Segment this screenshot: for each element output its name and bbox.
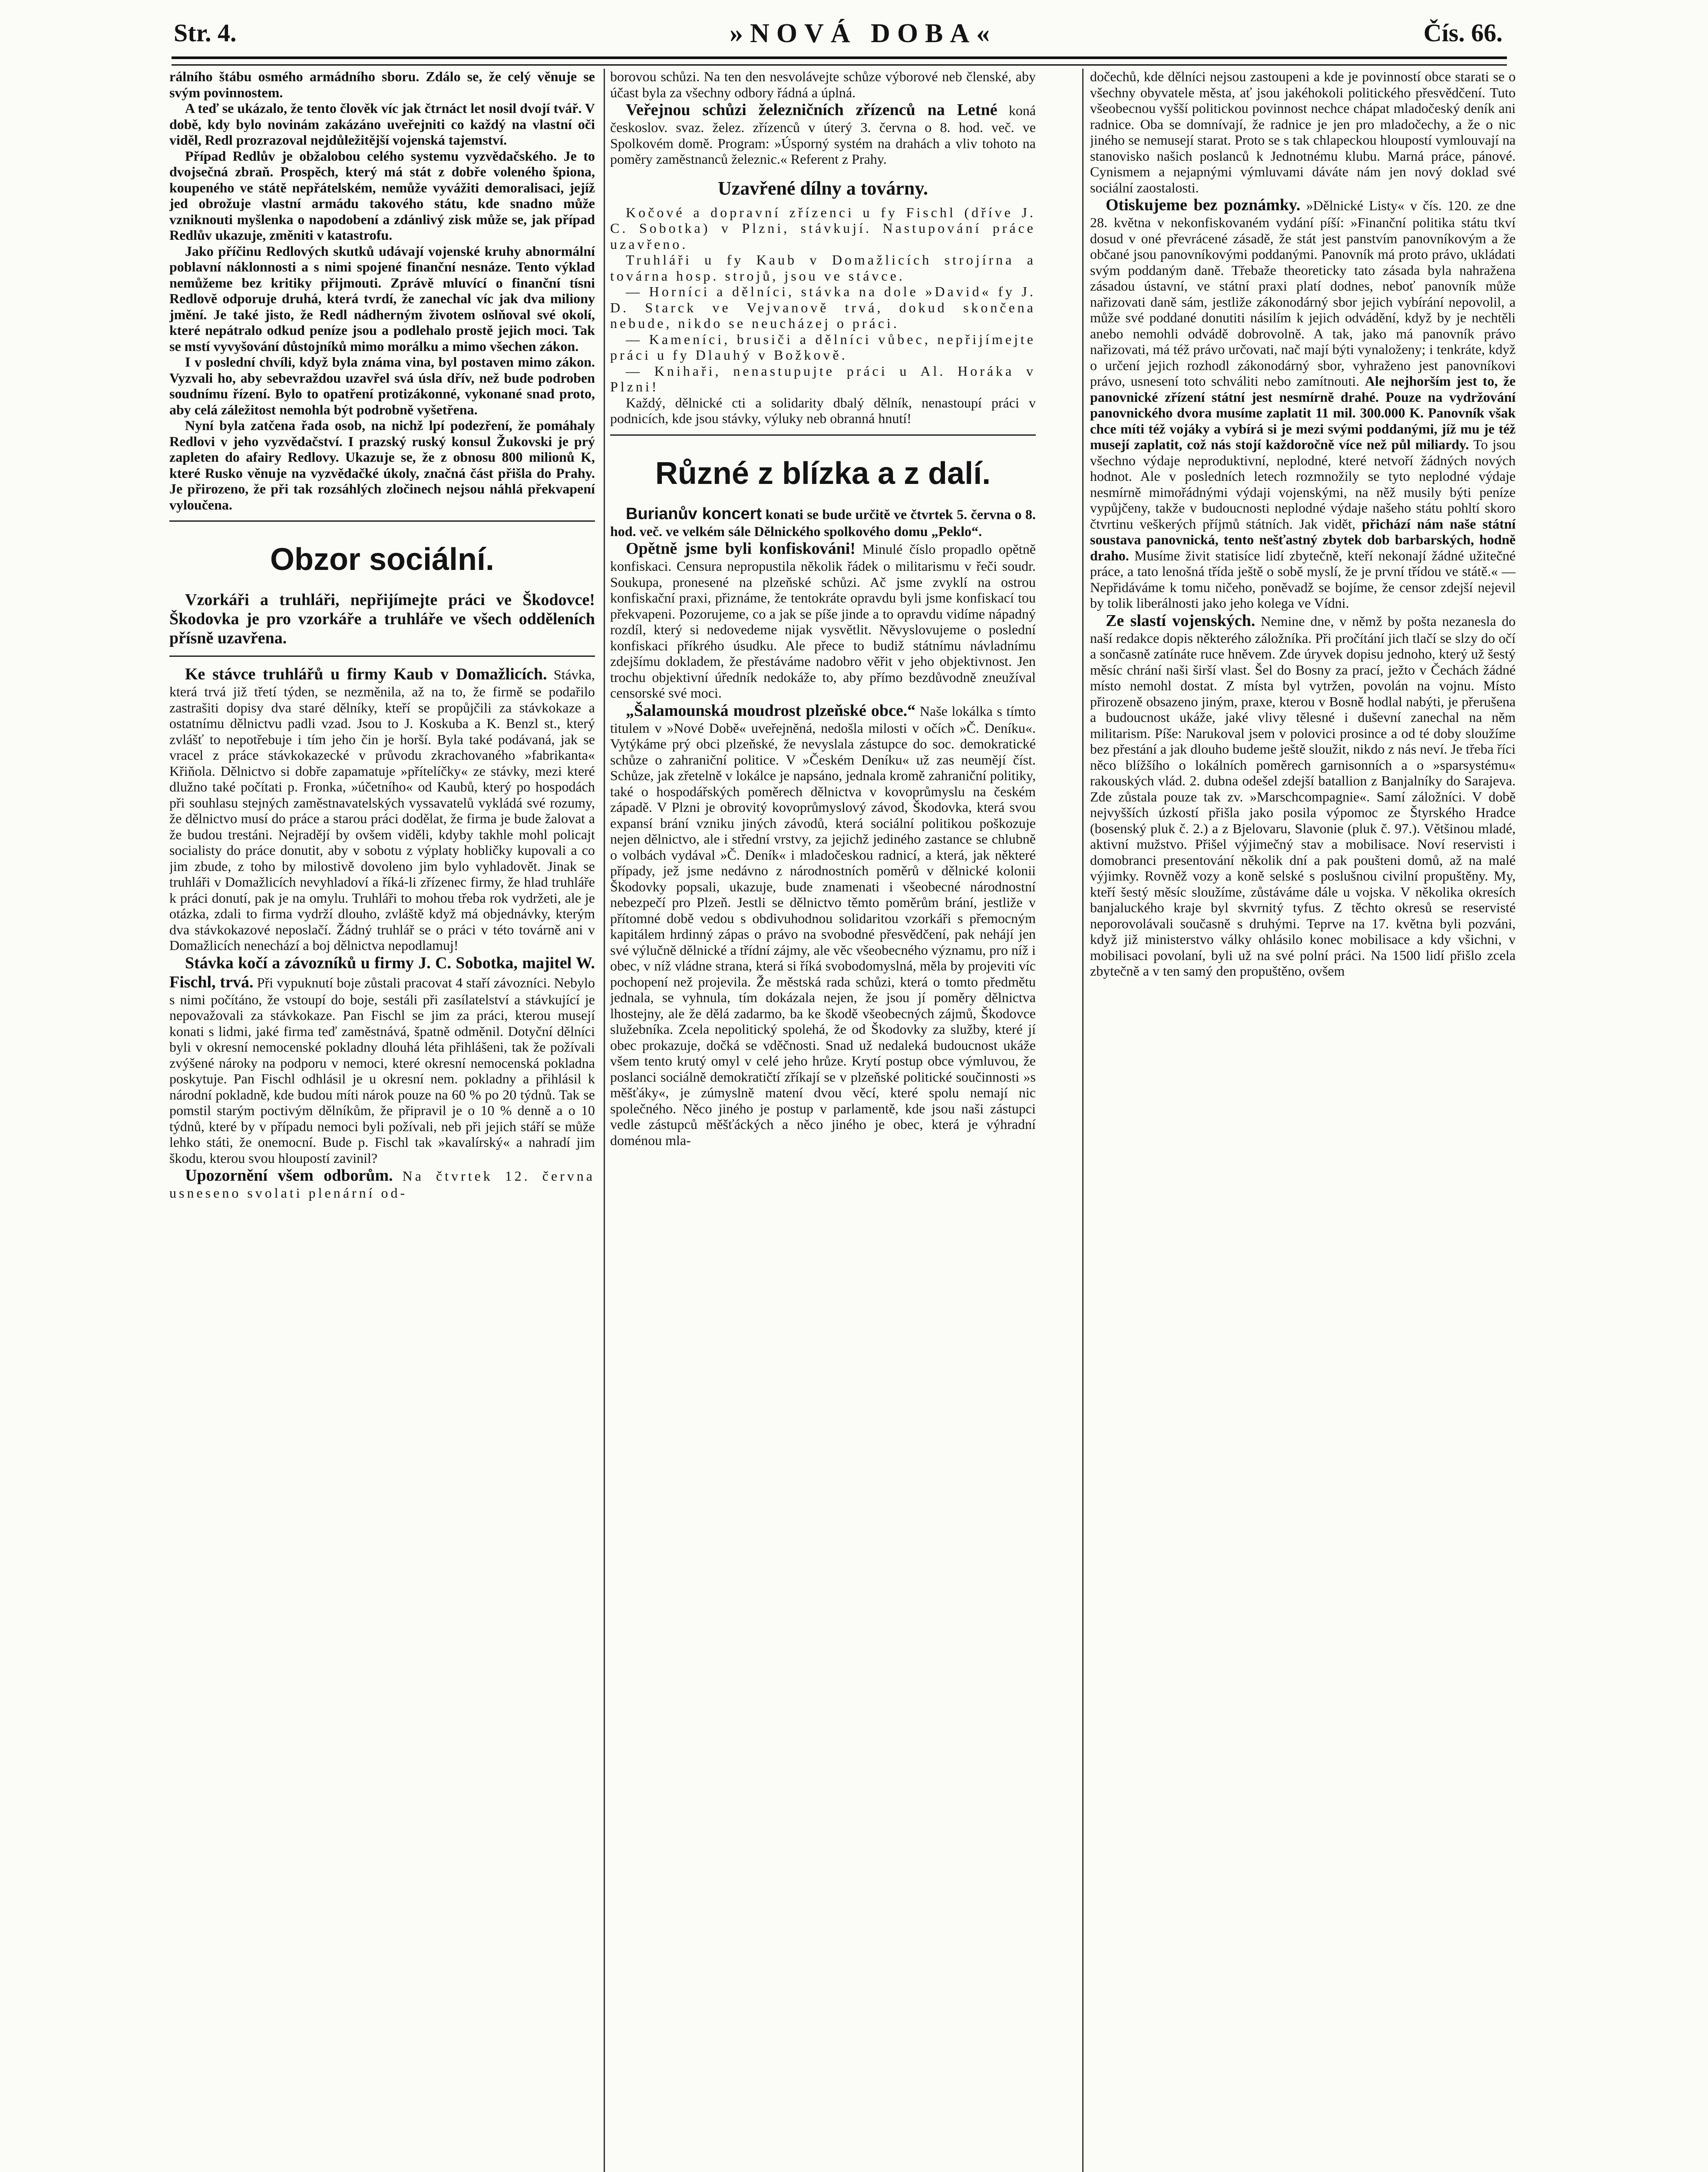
separator: [610, 434, 1036, 436]
article-text: konati se bude určitě ve čtvrtek 5. června o 8. hod. več. ve velkém sále Dělnického spolkového domu „Peklo“.: [610, 506, 1036, 539]
article-text-bold: přichází nám naše státní soustava panovnická, tento nešťastný zbytek dob barbarských, hodně draho.: [1090, 516, 1516, 563]
separator: [169, 656, 595, 657]
column-2: [610, 69, 1036, 2172]
article-text-bold: Ale nejhorším jest to, že panovnické zřízení státní jest nesmírně drahé. Pouze na vydržování panovnického dvora musíme zaplatit 11 mil. 300.000 K. Panovník však chce míti též vojáky a vybírá si je mezi svými poddanými, jíž mu je též musejí zaplatit, což nás stojí každoročně více než půl miliardy.: [1090, 373, 1516, 452]
section-title-ruzne: Různé z blízka a z dalí.: [655, 456, 991, 491]
paragraph: Případ Redlův je obžalobou celého systemu vyzvědačského. Je to dvojsečná zbraň. Prospěch, který má stát z dobře voleného špiona, koupeného ve státě nepřátelském, nemůže vyvážiti demoralisaci, jejíž jed obrožuje vlastní armádu takového státu, kde snadno může vzniknouti myšlenka o napodobení a zdánlivý zisk může se, jak případ Redlův ukazuje, změniti v katastrofu.: [169, 148, 595, 243]
paragraph: dočechů, kde dělníci nejsou zastoupeni a kde je povinností obce starati se o všechny obyvatele města, ať jsou jakéhokoli politického přesvědčení. Tuto všeobecnou vyšší politickou povinnost nechce chápat mladočeský deník ani radnice. Oba se domnívají, že radnice je jen pro mladočechy, a že o nic jiného se nemusejí starat. Proto se s tak chlapeckou hloupostí vymlouvají na stanovisko našich poslanců k Jednotnému klubu. Marná práce, pánové. Cynismem a nejapnými výmluvami dáváte nám jen nový doklad své sociální zaostalosti.: [1090, 69, 1516, 195]
article-odbory: [169, 1166, 595, 1201]
article-heading: Ke stávce truhlářů u firmy Kaub v Domažlicích.: [185, 665, 547, 683]
paragraph: A teď se ukázalo, že tento člověk víc jak čtrnáct let nosil dvojí tvář. V době, kdy bylo novinám zakázáno uveřejniti co každý na vlastní oči viděl, Redl prozrazoval nejdůležitější vojenská tajemství.: [169, 100, 595, 148]
article-text: »Dělnické Listy« v čís. 120. ze dne 28. května v nekonfiskovaném vydání píší: »Finanční politika státu tkví dosud v oné převrácené zásadě, že stát jest panstvím panovníkovým a že občané jsou panovníkovými poddanými. Panovník má proto právo, ukládati svým poddaným daně. Třebaže theoreticky tato zásada byla nahražena zásadou ústavní, ve státní praxi platí dodnes, neboť panovník může nařizovati daně sám, jestliže zákonodárný sbor jejich vybírání nepovolil, a může své poddané donutiti násilím k jejich odvádění, když by je nechtěli anebo nemohli odvádě dobrovolně. A tak, jako má panovník právo nařizovati, má též právo určovati, nač mají býti vynaloženy; i tenkráte, když o určení jejich rozhodl zákonodárný sbor, vyhraženo jest panovníkovi právo, usnesení toto schváliti nebo zamítnouti.: [1090, 198, 1516, 389]
article-konfiskace: [610, 539, 1036, 701]
article-text: Na čtvrtek 12. června usneseno svolati plenární od-: [169, 1168, 595, 1201]
article-text: Musíme živit statisíce lidí zbytečně, kteří nekonají žádné užitečné práce, a tato lenošná třída ještě o sobě myslí, že je první třídou ve státě.« — Nepřidáváme k tomu ničeho, poněvadž se bojíme, že censor zdejší nejevil by tolik liberálnosti jako jeho kolega ve Vídni.: [1090, 547, 1516, 611]
issue-number: Čís. 66.: [1423, 19, 1503, 47]
article-fischl: [169, 954, 595, 1166]
article-heading: Veřejnou schůzi železničních zřízenců na Letné: [626, 101, 998, 119]
paragraph: rálního štábu osmého armádního sboru. Zdálo se, že celý věnuje se svým povinnostem.: [169, 69, 595, 100]
column-3: [1090, 69, 1516, 2172]
article-text: Nemine dne, v němž by pošta nezanesla do naší redakce dopis některého záložníka. Při pročítání jich tlačí se slzy do očí a sončasně zatínáte ruce hněvem. Zde úryvek dopisu jednoho, který už šestý měsíc chrání naši širší vlast. Šel do Bosny za prací, ježto v Čechách žádné místo nemohl dostat. Z místa byl vytržen, povolán na vojnu. Místo přirozeně obsazeno jiným, praxe, kterou v Bosně hodlal nabýti, je přerušena a budoucnost ukáže, jaké vlivy tělesné i duševní zanechal na něm militarism. Píše: Narukoval jsem v polovici prosince a od té doby sloužíme bez přestání a jak dlouho budeme ještě sloužit, nikdo z nás neví. Je třeba říci něco blížšího o lokálních poměrech garnisonních a o »sparsystému« rakouských vlád. 2. dubna odešel zdejší batallion z Banjalníky do Sarajeva. Zde zůstala pouze tak zv. »Marschcompagnie«. Samí záložníci. V době nejvyšších úzkostí přišla jako posila výpomoc ze Štyrského Hradce (bosenský pluk č. 2.) a z Bjelovaru, Slavonie (pluk č. 97.). Většinou mladé, aktivní mužstvo. Přišel výjimečný stav a mobilisace. Noví reservisti i domobranci presentování několik dní a pak poušteni domů, až na malé výjimky. Rovněž vozy a koně selské s poslušnou civilní propuštěny. My, kteří šestý měsíc sloužíme, zůstáváme dále u vojska. V několika okresích banjaluckého kraje byl skvrnitý tyfus. Z těchto okresů se reservisté neporovolávali současně s druhými. Teprve na 17. května byli pozváni, když již ministerstvo války ohlásilo konec mobilisace a kdy všichni, v mobilisaci povolaní, byli už na své polní práci. Na 1500 lidí přišlo zcela zbytečně a v ten samý den propuštěno, ovšem: [1090, 613, 1516, 979]
lead-notice: Vzorkáři a truhláři, nepřijímejte práci ve Škodovce! Škodovka je pro vzorkáře a truhláře ve všech odděleních přísně uzavřena.: [169, 591, 595, 647]
paragraph: I v poslední chvíli, když byla známa vina, byl postaven mimo zákon. Vyzvali ho, aby sebevraždou uzavřel svá úsla dřív, než bude podroben soudnímu řízení. Bylo to opatření protizákonné, vykonané snad proto, aby celá záležitost nemohla být podrobně vyšetřena.: [169, 354, 595, 417]
paragraph: borovou schůzi. Na ten den nesvolávejte schůze výborové neb členské, aby účast byla za všechny odbory řádná a úplná.: [610, 69, 1036, 100]
article-heading: „Šalamounská moudrost plzeňské obce.“: [626, 701, 916, 720]
paragraph: Nyní byla zatčena řada osob, na nichž lpí podezření, že pomáhaly Redlovi v jeho vyzvědačství. I prazský ruský konsul Žukovski je prý zapleten do afairy Redlovy. Ukazuje se, že z obnosu 800 milionů K, které Rusko věnuje na vyzvědačké úkoly, značná část přišla do Prahy. Je přirozeno, že při tak rozsáhlých zločinech nejsou náhlá překvapení vyloučena.: [169, 417, 595, 513]
article-burian: [610, 504, 1036, 540]
article-heading: Ze slastí vojenských.: [1106, 611, 1255, 630]
column-1: [169, 69, 595, 2172]
list-item: — Horníci a dělníci, stávka na dole »David« fy J. D. Starck ve Vejvanově trvá, dokud skončena nebude, nikdo se neucházej o práci.: [610, 284, 1036, 331]
column-divider: [604, 69, 605, 2172]
list-item: Kočové a dopravní zřízenci u fy Fischl (dříve J. C. Sobotka) v Plzni, stávkují. Nastupování práce uzavřeno.: [610, 204, 1036, 252]
article-slasti: [1090, 611, 1516, 979]
column-divider: [1082, 69, 1084, 2172]
article-text: Při vypuknutí boje zůstali pracovat 4 staří závozníci. Nebylo s nimi počítáno, že vstoupí do boje, sestáli při zasílatelství a stávkující je nepovažovali za stávkokaze. Pan Fischl se jim za práci, kterou musejí konati s lidmi, jaké firma teď zaměstnává, špatně odměnil. Dotyční dělníci byli v okresní nemocenské pokladny dlouhá léta přihlášeni, tak že požívali zvýšené nároky na podporu v nemoci, které okresní nemocenská pokladna poskytuje. Pan Fischl odhlásil je u okresní nem. pokladny a přihlásil k národní pokladně, kde budou míti nárok pouze na 60 % po 20 týdnů. Tak se pomstil starým poctivým dělníkům, že připravil je o 10 % denně a o 10 týdnů, které by v případu nemoci byli požívali, neb při jejich stáří se může lehko státi, že onemocní. Bude p. Fischl tak »kavalírský« a nahradí jim škodu, kterou svou hloupostí zavinil?: [169, 974, 595, 1166]
article-zeleznice: [610, 100, 1036, 167]
article-text: To jsou všechno výdaje neproduktivní, neplodné, které netvoří žádných nových hodnot. Ale v posledních letech rozmnožily se tyto neplodné výdaje nesmírně mimořádnými výdaji vojenskými, na něž musily býti peníze vypůjčeny, takže v budoucnosti neplodné výdaje našeho státu pohltí skoro čtvrtinu veškerých příjmů státních. Jak vidět,: [1090, 437, 1516, 532]
article-heading: Upozornění všem odborům.: [185, 1166, 393, 1185]
article-text: Naše lokálka s tímto titulem v »Nové Době« uveřejněná, nedošla milosti v očích »Č. Deníku«. Vytýkáme prý obci plzeňské, že nevyslala zástupce do soc. demokratické schůze o zahraniční politice. V »Českém Deníku« už zas neumějí číst. Schůze, jak zřetelně v lokálce je napsáno, jednala kromě zahraniční politiky, také o hospodářských poměrech dělnictva v kovoprůmyslu na českém západě. V Plzni je obrovitý kovoprůmyslový závod, Škodovka, která svou expansí brání vzniku jiných závodů, která sociální politikou poškozuje nejen dělnictvo, ale i střední vrstvy, za jejichž jediného zastance se chlubně o volbách vydával »Č. Deník« i mladočeskou radnicí, a která, jak některé případy, jež jsme nedávno z národnostních poměrů v dělnické kolonii Škodovky popsali, ukazuje, bude znamenati i všeobecné národnostní nebezpečí pro Plzeň. Jestli se dělnictvo těmto poměrům brání, jestliže v přítomné době vedou s obdivuhodnou solidaritou vzorkáři s přemocným kapitálem hrdinný zápas o právo na svobodné přesvědčení, pak nehájí jen své výlučně dělnické a třídní zájmy, ale věc všeobecného významu, pro níž i obec, v níž vládne strana, která si říká svobodomyslná, měla by projeviti víc pochopení než projevila. Že městská rada schůzi, která o tomto předmětu jednala, se vyhnula, tím dokázala nejen, že jsou jí poměry dělnictva lhostejny, ale že dělá zadarmo, ba ke škodě všeobecných zájmů, Škodovce služebníka. Zcela nepolitický spolehá, že od Škodovky za služby, které jí obec prokazuje, dočká se vděčnosti. Snad už nedaleká budoucnost ukáže všem tento krutý omyl v celé jeho hrůze. Krytí postup obce výmluvou, že poslanci sociálně demokratičtí zříkají se v plzeňské politické součinnosti »s měšťáky«, je zúmyslně matení dvou věcí, které spolu nemají nic společného. Něco jiného je postup v parlamentě, kde jsou naši zástupci vedle zástupců měšťáckých a něco jiného je obec, která je výhradní doménou mla-: [610, 703, 1036, 1148]
paragraph: Jako příčinu Redlových skutků udávají vojenské kruhy abnormální poblavní náklonnosti a s nimi spojené finanční nesnáze. Tento výklad nemůžeme bez kritiky přijmouti. Zprávě mluvící o finanční tísni Redlově odporuje druhá, která tvrdí, že zanechal víc jak dva miliony jmění. Je také jisto, že Redl nádherným životem oslňoval své okolí, které nepátralo odkud peníze jsou a podlehalo prostě jejich moci. Tak se mstí vyvyšování důstojníků mimo morálku a mimo všechen zákon.: [169, 243, 595, 354]
list-item: Truhláři u fy Kaub v Domažlicích strojírna a továrna hosp. strojů, jsou ve stávce.: [610, 252, 1036, 284]
article-heading: Opětně jsme byli konfiskováni!: [626, 540, 856, 558]
article-heading: Otiskujeme bez poznámky.: [1106, 196, 1301, 214]
article-text: Stávka, která trvá již třetí týden, se nezměnila, až na to, že firmě se podařilo zastrašiti dopisy dva staré dělníky, kteří se propůjčili za stávkokaze a ostatnímu dělnictvu padli vzad. Jsou to J. Koskuba a K. Benzl st., který zvlášť to nepotřebuje i tím jeho čin je horší. Byla také podávaná, jak se vracel z práce stávkokazecké v průvodu zkrachovaného »fabrikanta« Křiňola. Dělnictvo si dobře zapamatuje »přítelíčky« ze stávky, mezi které dlužno také počítati p. Fronka, »účetního« od Kaubů, který po hospodách při souhlasu stejných zaměstnavatelských vyssavatelů vykládá své rozumy, že dělnictvo musí do práce a starou práci dodělat, že firma je bude žalovat a že budou trestáni. Nejradějí by ovšem viděli, kdyby takhle mohl policajt socialisty do práce donutit, aby v sobotu z výplaty hobličky kupovali a co jim zbude, z toho by milostivě dovoleno jim bylo vyhladovět. Jinak se truhláři v Domažlicích nevyhladoví a říká-li zřízenec firmy, že hlad truhláře k práci donutí, pak je na omylu. Truhláři to mohou třeba rok vydržeti, ale je otázka, zdali to firma vydrží dlouho, zvláště když má objednávky, kterým dva stávkokazové neposlačí. Žádný truhlář se o práci v této továrně ani v Domažlicích nenechází a boj dělnictva nepodlamuj!: [169, 667, 595, 953]
page-number: Str. 4.: [174, 19, 237, 47]
subsection-title-dilny: Uzavřené dílny a továrny.: [718, 177, 928, 199]
list-item: — Knihaři, nenastupujte práci u Al. Horáka v Plzni!: [610, 363, 1036, 394]
article-text: koná českoslov. svaz. želez. zřízenců v úterý 3. června o 8. hod. več. ve Spolkovém domě. Program: »Úsporný systém na drahách a vliv tohoto na poměry zaměstnanců železnic.« Referent z Prahy.: [610, 103, 1036, 167]
article-kaub: [169, 665, 595, 954]
header-rule: [172, 56, 1507, 66]
article-text: Minulé číslo propadlo opětně konfiskaci. Censura nepropustila několik řádek o militarismu v řeči soudr. Soukupa, pronesené na plzeňské schůzi. Ač jsme zvyklí na ostrou konfiskační praxi, přiznáme, že tentokráte opravdu byli jsme konfiskací tou překvapeni. Pozorujeme, co a jak se píše jinde a to opravdu vidíme nápadný rozdíl, který si nedovedeme nijak vysvětlit. Něvyslovujeme o poslední konfiskaci příkrého úsudku. Ale přece to budiž státnímu návladnímu zdejšímu dokladem, že přestáváme nadobro věřit v jeho objektivnost. Jen trochu objektivní úředník nedokáže to, aby přímo bezdůvodně zneužíval censorské své moci.: [610, 541, 1036, 701]
article-heading: Stávka kočí a závozníků u firmy J. C. Sobotka, majitel W. Fischl, trvá.: [169, 954, 595, 991]
newspaper-title: »NOVÁ DOBA«: [730, 19, 997, 48]
page-header: [174, 18, 1503, 62]
list-item: — Kameníci, brusiči a dělníci vůbec, nepřijímejte práci u fy Dlauhý v Božkově.: [610, 331, 1036, 363]
section-title-obzor: Obzor sociální.: [270, 542, 495, 577]
list-item: Každý, dělnické cti a solidarity dbalý dělník, nenastoupí práci v podnicích, kde jsou stávky, výluky neb obranná hnutí!: [610, 394, 1036, 426]
separator: [169, 520, 595, 522]
article-otiskujeme: [1090, 195, 1516, 611]
article-heading: Burianův koncert: [626, 504, 762, 523]
article-salamoun: [610, 701, 1036, 1149]
